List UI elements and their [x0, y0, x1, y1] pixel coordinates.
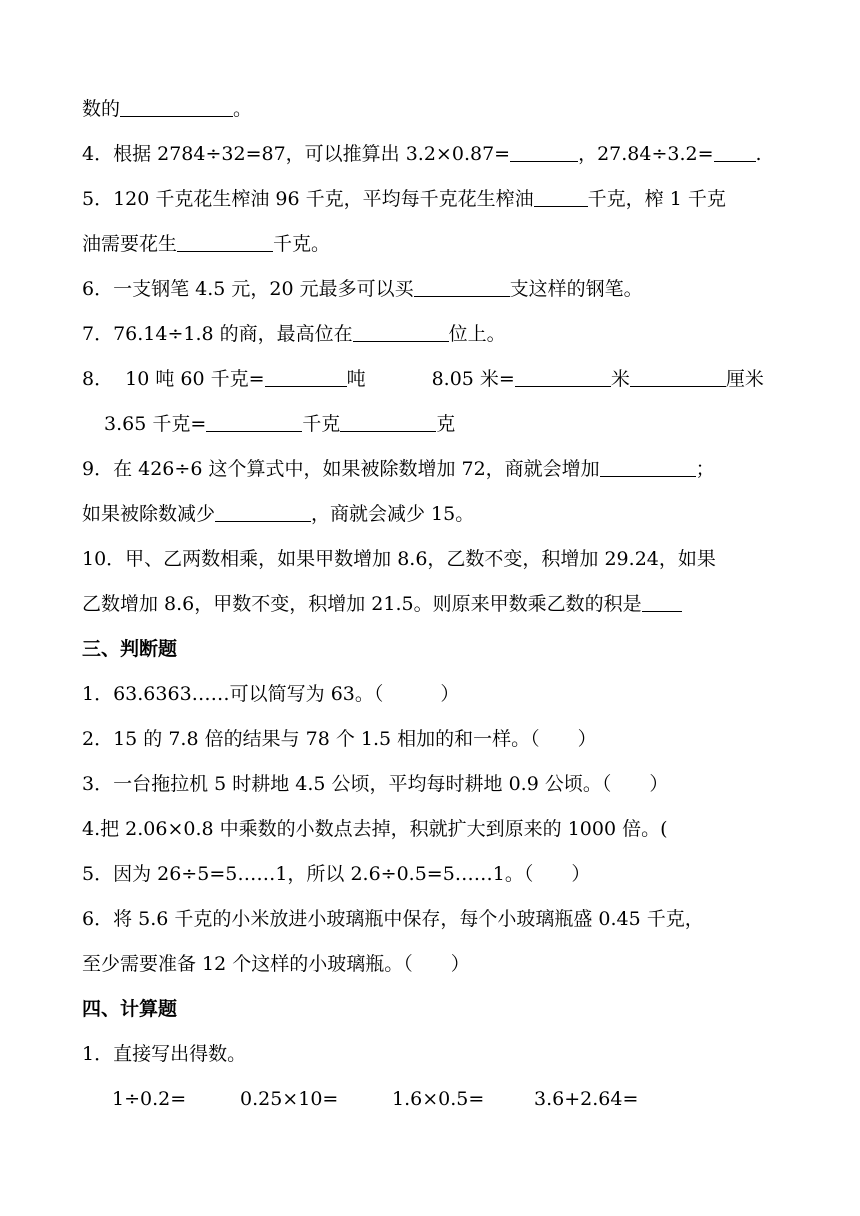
section-4-title: 四、计算题: [82, 998, 178, 1020]
answer-blank[interactable]: [353, 321, 449, 342]
text: 乙数增加 8.6，甲数不变，积增加 21.5。则原来甲数乘乙数的积是: [82, 593, 642, 615]
text: 支这样的钢笔。: [509, 278, 643, 300]
question-3-continuation: [82, 96, 252, 122]
question-8-line-1: [82, 366, 764, 392]
judgement-item[interactable]: 2．15 的 7.8 倍的结果与 78 个 1.5 相加的和一样。（ ）: [82, 728, 597, 750]
answer-blank[interactable]: [630, 366, 726, 387]
text: 克: [436, 413, 456, 435]
calc-expression: 3.6+2.64=: [534, 1088, 639, 1110]
answer-blank[interactable]: [340, 411, 436, 432]
judgement-item[interactable]: 至少需要准备 12 个这样的小玻璃瓶。（ ）: [82, 953, 470, 975]
text: 9．在 426÷6 这个算式中，如果被除数增加 72，商就会增加: [82, 458, 600, 480]
text: 千克，榨 1 千克: [587, 188, 726, 210]
answer-blank[interactable]: [515, 366, 611, 387]
question-10-line-2: [82, 591, 682, 617]
text: 。: [233, 98, 253, 120]
question-6: [82, 276, 643, 302]
calc-expression: 1÷0.2=: [112, 1088, 187, 1110]
answer-blank[interactable]: [510, 141, 578, 162]
answer-blank[interactable]: [414, 276, 510, 297]
judgement-item[interactable]: 4.把 2.06×0.8 中乘数的小数点去掉，积就扩大到原来的 1000 倍。(: [82, 818, 668, 840]
text: 4．根据 2784÷32=87，可以推算出 3.2×0.87=: [82, 143, 511, 165]
text: ，27.84÷3.2=: [578, 143, 714, 165]
calc-expression: 0.25×10=: [240, 1088, 339, 1110]
text: 米: [610, 368, 630, 390]
answer-blank[interactable]: [177, 231, 273, 252]
text: 10．甲、乙两数相乘，如果甲数增加 8.6，乙数不变，积增加 29.24，如果: [82, 548, 716, 570]
answer-blank[interactable]: [534, 186, 588, 207]
answer-blank[interactable]: [206, 411, 302, 432]
text: 3.65 千克=: [104, 413, 207, 435]
text: 5．120 千克花生榨油 96 千克，平均每千克花生榨油: [82, 188, 534, 210]
calc-instruction: 1．直接写出得数。: [82, 1043, 247, 1065]
judgement-item[interactable]: 5．因为 26÷5=5……1，所以 2.6÷0.5=5……1。（ ）: [82, 863, 591, 885]
text: 吨: [346, 368, 366, 390]
text: 千克。: [273, 233, 331, 255]
text: 数的: [82, 98, 121, 120]
question-5-line-2: [82, 231, 330, 257]
text: 8.05 米=: [431, 368, 515, 390]
question-10-line-1: [82, 546, 716, 572]
question-8-line-2: [104, 411, 455, 437]
judgement-item: 6．将 5.6 千克的小米放进小玻璃瓶中保存，每个小玻璃瓶盛 0.45 千克，: [82, 908, 704, 930]
text: 如果被除数减少: [82, 503, 216, 525]
calc-expression: 1.6×0.5=: [392, 1088, 485, 1110]
text: 位上。: [448, 323, 506, 345]
text: .: [755, 143, 762, 165]
section-3-title: 三、判断题: [82, 638, 178, 660]
text: ，商就会减少 15。: [311, 503, 475, 525]
question-9-line-1: [82, 456, 715, 482]
answer-blank[interactable]: [215, 501, 311, 522]
text: 8． 10 吨 60 千克=: [82, 368, 265, 390]
text: 6．一支钢笔 4.5 元，20 元最多可以买: [82, 278, 414, 300]
text: 厘米: [725, 368, 764, 390]
text: 油需要花生: [82, 233, 178, 255]
question-9-line-2: [82, 501, 474, 527]
question-7: [82, 321, 506, 347]
question-5-line-1: [82, 186, 726, 212]
text: 千克: [302, 413, 341, 435]
text: 7．76.14÷1.8 的商，最高位在: [82, 323, 353, 345]
answer-blank[interactable]: [120, 96, 233, 117]
answer-blank[interactable]: [265, 366, 347, 387]
answer-blank[interactable]: [714, 141, 756, 162]
judgement-item[interactable]: 3．一台拖拉机 5 时耕地 4.5 公顷，平均每时耕地 0.9 公顷。（ ）: [82, 773, 669, 795]
question-4: [82, 141, 762, 167]
answer-blank[interactable]: [642, 591, 682, 612]
text: ；: [695, 458, 715, 480]
judgement-item[interactable]: 1．63.6363……可以简写为 63。（ ）: [82, 683, 460, 705]
answer-blank[interactable]: [600, 456, 696, 477]
